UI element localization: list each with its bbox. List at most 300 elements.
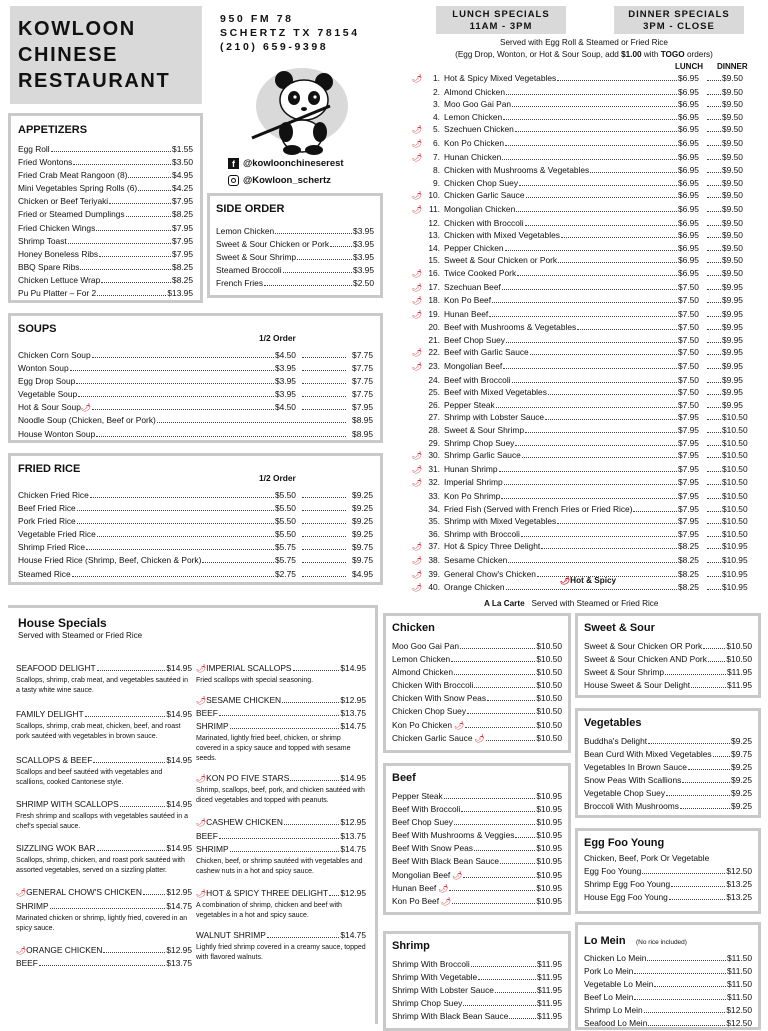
- chili-pepper-icon: 🌶: [196, 664, 207, 673]
- full-order-price: $7.75: [352, 350, 373, 360]
- restaurant-name-line2: CHINESE: [18, 44, 119, 66]
- menu-item: [584, 1017, 752, 1030]
- dot-leader: [78, 396, 274, 397]
- chili-pepper-icon: 🌶: [196, 696, 207, 706]
- lunch-price: $7.50: [678, 374, 699, 385]
- dot-leader: [92, 357, 274, 358]
- menu-item: [584, 735, 752, 748]
- special-item: [412, 86, 754, 99]
- menu-item-price: $10.50: [536, 732, 562, 743]
- dot-leader: [492, 302, 677, 303]
- menu-item-price: $11.50: [727, 992, 752, 1003]
- dot-leader: [504, 484, 677, 485]
- dot-leader: [707, 589, 721, 590]
- menu-item-name: Egg Drop Soup: [18, 376, 76, 387]
- dot-leader: [157, 422, 346, 423]
- spicy-marker: [412, 308, 424, 322]
- dot-leader: [707, 445, 721, 446]
- lunch-price: $7.50: [678, 334, 699, 345]
- spicy-marker: [412, 581, 424, 595]
- menu-item-name: Shrimp Egg Foo Young: [584, 879, 671, 890]
- house-special-description: Fried scallops with special seasoning.: [196, 677, 314, 685]
- menu-item: [392, 719, 562, 732]
- special-item: [412, 164, 754, 177]
- full-order-price: $9.75: [352, 555, 373, 566]
- lunch-price: $6.95: [678, 177, 699, 188]
- special-item: [412, 515, 754, 528]
- dot-leader: [219, 715, 340, 716]
- egg-foo-young-title: Egg Foo Young: [584, 837, 665, 849]
- house-special-price: $14.75: [340, 929, 366, 940]
- house-special-variant: BEEF: [16, 957, 38, 968]
- chili-pepper-icon: 🌶: [412, 74, 423, 83]
- dot-leader: [267, 937, 340, 938]
- special-item-number: 38.: [428, 554, 440, 565]
- menu-item-name: Sweet & Sour Chicken AND Pork: [584, 654, 707, 665]
- dot-leader: [707, 382, 721, 383]
- dot-leader: [465, 727, 535, 728]
- menu-item: [18, 554, 373, 567]
- spicy-marker: [412, 151, 424, 165]
- chili-pepper-icon: 🌶: [438, 883, 449, 893]
- house-special-description: Scallops and beef sautéed with vegetables and scallions, cooked Cantonese style.: [16, 769, 163, 787]
- half-order-price: $3.95: [275, 363, 296, 374]
- dot-leader: [503, 368, 677, 369]
- menu-item-name: Shrimp Lo Mein: [584, 1005, 643, 1016]
- dot-leader: [515, 445, 677, 446]
- menu-item-name: Egg Foo Young: [584, 866, 642, 876]
- house-special-variant-row: [16, 900, 192, 913]
- menu-item-price: $11.50: [727, 953, 752, 963]
- dot-leader: [644, 1012, 726, 1013]
- special-item-name: Shrimp Garlic Sauce: [444, 450, 521, 461]
- special-item-number: 24.: [428, 374, 440, 385]
- full-order-price: $9.25: [352, 503, 373, 514]
- dot-leader: [128, 177, 171, 178]
- chili-pepper-icon: 🌶: [412, 268, 423, 278]
- house-special-description: Shrimp, scallops, beef, pork, and chicken sautéed with diced vegetables and topped with peanuts.: [196, 787, 365, 805]
- dot-leader: [707, 498, 721, 499]
- special-item-name: Kon Po Beef: [444, 295, 492, 306]
- house-special-description: Chicken, beef, or shrimp sautéed with vegetables and cashew nuts in a hot and spicy sauce.: [196, 857, 363, 875]
- menu-item-price: $3.95: [353, 265, 374, 276]
- dot-leader: [302, 357, 346, 358]
- dot-leader: [70, 370, 274, 371]
- dinner-price: $9.50: [722, 151, 743, 162]
- chili-pepper-icon: 🌶: [560, 576, 571, 585]
- menu-item: [392, 732, 562, 745]
- house-special-variant: SHRIMP: [16, 900, 49, 911]
- menu-item: [216, 277, 374, 290]
- special-item-name: Fried Fish (Served with French Fries or Fried Rice): [444, 503, 633, 514]
- dot-leader: [506, 94, 677, 95]
- special-item-name: Twice Cooked Pork: [444, 267, 517, 278]
- menu-item-name: Chicken or Beef Teriyaki: [18, 196, 109, 207]
- special-item: [412, 177, 754, 190]
- beef-list: [392, 790, 562, 908]
- house-special-name: SCALLOPS & BEEF: [16, 755, 93, 766]
- menu-item-price: $4.95: [172, 170, 193, 181]
- special-item-name: Hot & Spicy Mixed Vegetables: [444, 73, 557, 83]
- special-item: [412, 72, 754, 86]
- special-item-number: 2.: [433, 86, 440, 97]
- dot-leader: [515, 837, 535, 838]
- house-special-description: Fresh shrimp and scallops with vegetables sautéed in a chef's special sauce.: [16, 813, 188, 831]
- full-order-price: $7.95: [352, 402, 373, 413]
- chili-pepper-icon: 🌶: [80, 403, 92, 413]
- beef-section: [383, 763, 571, 915]
- menu-item-price: $3.95: [353, 239, 374, 250]
- half-order-price: $5.50: [275, 516, 296, 527]
- menu-item: [392, 855, 562, 868]
- menu-item: [18, 235, 193, 248]
- menu-item-price: $9.25: [731, 762, 752, 773]
- special-item-number: 4.: [433, 111, 440, 122]
- special-item: [412, 217, 754, 230]
- dot-leader: [505, 250, 677, 251]
- menu-item-name: House Fried Rice (Shrimp, Beef, Chicken & Pork): [18, 555, 202, 566]
- egg-foo-young-subtitle: Chicken, Beef, Pork Or Vegetable: [584, 853, 710, 863]
- dinner-price: $9.50: [722, 111, 743, 122]
- lunch-price: $7.50: [678, 295, 699, 306]
- dot-leader: [707, 80, 721, 81]
- menu-item-name: Kon Po Beef: [392, 895, 440, 906]
- specials-note-1: Served with Egg Roll & Steamed or Fried Rice: [500, 38, 668, 47]
- menu-item-name: Chicken With Broccoli: [392, 680, 474, 691]
- dinner-price: $9.50: [722, 99, 743, 110]
- dot-leader: [302, 409, 346, 410]
- menu-item-price: $13.25: [726, 892, 752, 903]
- dot-leader: [302, 383, 346, 384]
- menu-item: [18, 489, 373, 502]
- menu-item: [584, 640, 752, 653]
- special-item-number: 25.: [428, 387, 440, 398]
- dinner-price: $9.95: [722, 334, 743, 345]
- menu-item-price: $10.95: [536, 882, 562, 893]
- lunch-price: $6.95: [678, 86, 699, 97]
- special-item: [412, 463, 754, 477]
- menu-item: [18, 169, 193, 182]
- dot-leader: [703, 648, 725, 649]
- menu-item-name: French Fries: [216, 278, 264, 289]
- special-item: [412, 360, 754, 374]
- house-special-description: Marinated, lightly fried beef, chicken, or shrimp covered in a spicy sauce and topped with sesame seeds.: [196, 735, 351, 763]
- chili-pepper-icon: 🌶: [412, 464, 423, 474]
- dot-leader: [707, 471, 721, 472]
- menu-item: [18, 428, 373, 441]
- dinner-price: $10.50: [722, 516, 748, 527]
- dot-leader: [707, 172, 721, 173]
- dinner-price: $9.50: [722, 177, 743, 188]
- dot-leader: [282, 702, 339, 703]
- special-item-number: 14.: [428, 242, 440, 253]
- dot-leader: [642, 873, 725, 874]
- menu-item: [18, 502, 373, 515]
- lunch-specials-header: LUNCH SPECIALS 11AM - 3PM: [436, 6, 566, 34]
- menu-item-name: Vegetable Chop Suey: [584, 788, 666, 799]
- menu-item: [18, 515, 373, 528]
- dot-leader: [92, 409, 274, 410]
- chili-pepper-icon: 🌶: [412, 152, 423, 162]
- lunch-price: $6.95: [678, 99, 699, 110]
- dot-leader: [665, 674, 726, 675]
- dot-leader: [461, 811, 535, 812]
- sweet-sour-title: Sweet & Sour: [584, 622, 655, 634]
- menu-item-price: $11.95: [537, 998, 562, 1009]
- chili-pepper-icon: 🌶: [196, 888, 207, 898]
- shrimp-list: [392, 958, 562, 1023]
- dot-leader: [707, 457, 721, 458]
- lunch-price: $6.95: [678, 111, 699, 122]
- spicy-marker: [412, 554, 424, 568]
- menu-item: [392, 803, 562, 816]
- menu-item-price: $10.50: [536, 706, 562, 717]
- dot-leader: [707, 211, 721, 212]
- special-item-name: Sesame Chicken: [444, 554, 508, 565]
- menu-item-name: House Wonton Soup: [18, 428, 96, 439]
- special-item-name: Almond Chicken: [444, 86, 505, 97]
- house-special-name: ORANGE CHICKEN: [26, 944, 103, 955]
- menu-item-price: $3.95: [353, 226, 374, 236]
- house-special-price: $14.95: [340, 773, 366, 784]
- lo-mein-title-row: [584, 931, 752, 949]
- menu-item-name: Sweet & Sour Shrimp: [216, 252, 297, 263]
- chili-pepper-icon: 🌶: [412, 478, 423, 488]
- house-special-item: [196, 929, 366, 963]
- menu-item-name: Seafood Lo Mein: [584, 1018, 648, 1029]
- dot-leader: [39, 965, 166, 966]
- special-item: [412, 267, 754, 281]
- house-special-name: GENERAL CHOW'S CHICKEN: [26, 887, 142, 898]
- special-item-number: 5.: [433, 124, 440, 135]
- menu-item: [216, 238, 374, 251]
- col-lunch-label: LUNCH: [675, 62, 703, 71]
- dot-leader: [707, 523, 721, 524]
- dot-leader: [647, 960, 726, 961]
- house-special-item: [16, 886, 192, 933]
- dot-leader: [143, 894, 165, 895]
- panda-illustration: [232, 56, 352, 156]
- chili-pepper-icon: 🌶: [412, 348, 423, 358]
- full-order-price: $8.95: [352, 428, 373, 439]
- dot-leader: [230, 728, 340, 729]
- special-item-name: General Chow's Chicken: [444, 568, 536, 579]
- spicy-marker: [412, 360, 424, 374]
- spicy-marker: [412, 203, 424, 217]
- menu-item-price: $10.95: [536, 856, 562, 867]
- special-item-number: 36.: [428, 528, 440, 539]
- dinner-price: $9.95: [722, 361, 743, 372]
- soups-half-order-label: 1/2 Order: [259, 333, 296, 343]
- special-item: [412, 374, 754, 387]
- menu-item-price: $11.50: [727, 966, 752, 977]
- menu-item-name: Fried or Steamed Dumplings: [18, 209, 125, 220]
- house-special-variant-row: [16, 957, 192, 970]
- chili-pepper-icon: 🌶: [412, 282, 423, 292]
- menu-item: [392, 882, 562, 895]
- special-item: [412, 386, 754, 399]
- house-special-price: $13.75: [340, 708, 366, 719]
- dot-leader: [648, 743, 730, 744]
- dinner-price: $10.95: [722, 554, 748, 565]
- special-item-number: 16.: [428, 267, 440, 278]
- lo-mein-section: [575, 922, 761, 1030]
- lunch-price: $7.95: [678, 516, 699, 527]
- menu-item-name: Chicken Fried Rice: [18, 490, 89, 500]
- menu-item-price: $10.50: [726, 641, 752, 651]
- special-item-name: Mongolian Beef: [444, 361, 503, 372]
- dinner-price: $9.50: [722, 86, 743, 97]
- menu-item: [18, 414, 373, 427]
- menu-item-name: Lemon Chicken: [216, 226, 275, 236]
- menu-item-name: Honey Boneless Ribs: [18, 248, 99, 259]
- dot-leader: [707, 262, 721, 263]
- menu-item-name: Beef With Mushrooms & Veggies: [392, 830, 515, 841]
- special-item-number: 18.: [428, 295, 440, 306]
- lunch-price: $7.95: [678, 477, 699, 488]
- house-special-item: [196, 662, 366, 686]
- house-special-name-row: [196, 887, 366, 900]
- special-item-number: 17.: [428, 281, 440, 292]
- dinner-price: $9.50: [722, 255, 743, 266]
- menu-item-name: Shrimp With Vegetable: [392, 972, 478, 983]
- menu-item-price: $10.95: [536, 804, 562, 815]
- special-item-name: Mongolian Chicken: [444, 203, 516, 214]
- dot-leader: [508, 562, 677, 563]
- menu-item-name: Egg Roll: [18, 144, 50, 154]
- special-item-name: Beef with Mixed Vegetables: [444, 387, 547, 398]
- spicy-marker: [412, 123, 424, 137]
- full-order-price: $7.75: [352, 389, 373, 400]
- special-item: [412, 503, 754, 516]
- special-item: [412, 321, 754, 334]
- menu-item: [18, 261, 193, 274]
- menu-item-name: Chicken Corn Soup: [18, 350, 91, 360]
- special-item-number: 13.: [428, 230, 440, 241]
- dot-leader: [290, 780, 339, 781]
- special-item: [412, 399, 754, 412]
- house-special-variant-row: [196, 843, 366, 856]
- dot-leader: [486, 740, 536, 741]
- house-special-price: $14.95: [166, 843, 192, 854]
- menu-item: [18, 568, 373, 581]
- dinner-price: $9.50: [722, 124, 743, 135]
- special-item: [412, 437, 754, 450]
- menu-item-price: $9.25: [731, 736, 752, 746]
- special-item-name: Hot & Spicy Three Delight: [444, 541, 541, 552]
- menu-item-name: Mini Vegetables Spring Rolls (6): [18, 183, 138, 194]
- house-special-variant: BEEF: [196, 830, 218, 841]
- dot-leader: [707, 316, 721, 317]
- house-special-name-row: [196, 929, 366, 942]
- menu-item-name: Kon Po Chicken: [392, 719, 453, 730]
- dinner-price: $9.95: [722, 295, 743, 306]
- spicy-marker: [412, 294, 424, 308]
- full-order-price: $9.25: [352, 516, 373, 527]
- dot-leader: [707, 94, 721, 95]
- menu-item-name: Vegetable Lo Mein: [584, 979, 654, 990]
- house-special-price: $13.75: [340, 830, 366, 841]
- spicy-marker: [412, 568, 424, 582]
- house-special-name: KON PO FIVE STARS: [206, 773, 290, 784]
- side-order-title: SIDE ORDER: [216, 203, 285, 215]
- special-item: [412, 476, 754, 490]
- dot-leader: [707, 548, 721, 549]
- house-special-name-row: [196, 694, 366, 707]
- chicken-section: [383, 613, 571, 753]
- dot-leader: [526, 197, 677, 198]
- dot-leader: [545, 419, 677, 420]
- special-item: [412, 490, 754, 503]
- house-special-price: $14.95: [166, 663, 192, 673]
- menu-item-price: $11.95: [537, 972, 562, 983]
- dot-leader: [302, 562, 346, 563]
- menu-item-price: $13.25: [726, 879, 752, 890]
- dot-leader: [707, 145, 721, 146]
- full-order-price: $4.95: [352, 568, 373, 579]
- dot-leader: [449, 890, 535, 891]
- house-special-item: [196, 694, 366, 764]
- menu-item-name: Shrimp With Lobster Sauce: [392, 985, 494, 996]
- instagram-icon: [228, 175, 239, 186]
- lunch-price: $6.95: [678, 267, 699, 278]
- house-special-price: $12.95: [340, 817, 366, 828]
- menu-item: [18, 222, 193, 235]
- menu-item-name: Steamed Rice: [18, 568, 71, 579]
- menu-item: [392, 869, 562, 882]
- menu-item-price: $7.95: [172, 235, 193, 246]
- dot-leader: [109, 203, 171, 204]
- special-item-number: 33.: [428, 491, 440, 501]
- dot-leader: [682, 782, 730, 783]
- menu-item: [584, 774, 752, 787]
- side-order-section: [207, 193, 383, 298]
- house-specials-left-column: [16, 662, 192, 980]
- chili-pepper-icon: 🌶: [196, 774, 207, 784]
- lunch-price: $6.95: [678, 217, 699, 228]
- special-item-name: Sweet & Sour Shrimp: [444, 425, 525, 436]
- house-special-price: $14.95: [340, 663, 366, 673]
- dot-leader: [502, 159, 677, 160]
- menu-item-name: House Egg Foo Young: [584, 892, 668, 903]
- menu-item-name: Vegetables In Brown Sauce: [584, 762, 687, 773]
- lunch-price: $7.50: [678, 361, 699, 372]
- menu-item-price: $9.75: [731, 749, 752, 760]
- dot-leader: [451, 661, 535, 662]
- soups-section: [8, 313, 383, 443]
- special-item: [412, 123, 754, 137]
- dot-leader: [138, 190, 171, 191]
- egg-foo-young-section: [575, 828, 761, 914]
- special-item-name: Chicken with Broccoli: [444, 217, 524, 228]
- menu-item-name: Hot & Sour Soup: [18, 402, 81, 413]
- special-item: [412, 294, 754, 308]
- spicy-marker: [412, 189, 424, 203]
- spicy-marker: [412, 267, 424, 281]
- facebook-handle-row: f @kowloonchineserest: [228, 158, 344, 169]
- menu-item-price: $10.50: [536, 693, 562, 704]
- menu-item: [584, 878, 752, 891]
- half-order-price: $5.75: [275, 542, 296, 553]
- dot-leader: [478, 979, 536, 980]
- chili-pepper-icon: 🌶: [412, 362, 423, 372]
- lunch-price: $7.95: [678, 437, 699, 448]
- menu-item-price: $9.25: [731, 801, 752, 812]
- lo-mein-list: [584, 952, 752, 1031]
- dinner-price: $9.50: [722, 73, 743, 83]
- alacarte-header: A La Carte Served with Steamed or Fried Rice: [484, 599, 659, 608]
- dot-leader: [97, 850, 166, 851]
